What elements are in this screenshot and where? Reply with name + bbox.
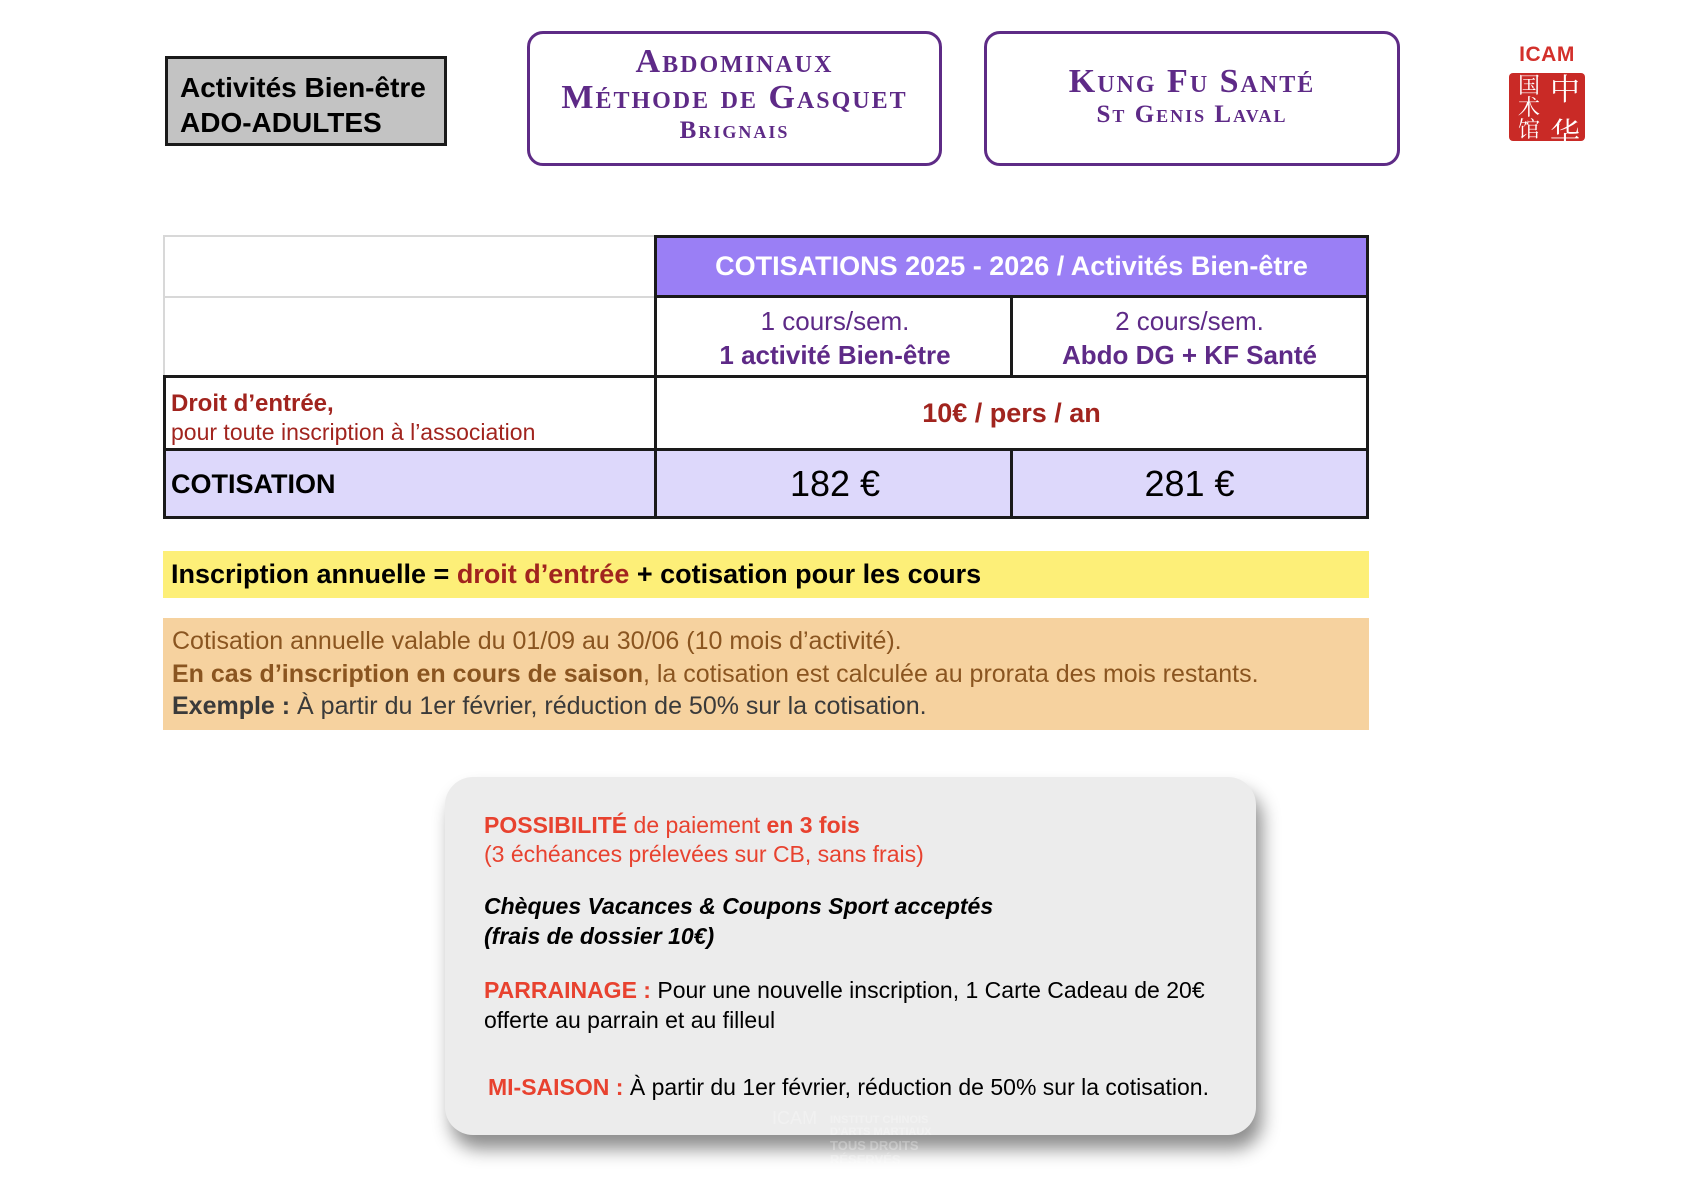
pricing-table (163, 235, 1369, 519)
cotisation-price-2: 281 € (1010, 448, 1369, 519)
stamp-kung-fu-sante (984, 31, 1400, 166)
category-label-box (165, 56, 447, 146)
watermark-line: RÉSERVÉS (830, 1152, 901, 1167)
stamp-abdominaux (527, 31, 942, 166)
formula-part-3: + cotisation pour les cours (629, 559, 982, 589)
misaison-line (488, 1073, 1209, 1102)
table-empty-cell (163, 296, 655, 378)
parrainage-text-2: offerte au parrain et au filleul (484, 1007, 776, 1033)
notes-prorata (172, 658, 1369, 691)
table-empty-cell (163, 235, 655, 298)
payment-options-line (484, 811, 860, 840)
seal-char: 中 (1550, 74, 1580, 107)
entry-fee-label (163, 375, 657, 451)
column-2-frequency: 2 cours/sem. (1115, 306, 1264, 336)
entry-fee-subtitle: pour toute inscription à l’association (171, 419, 536, 445)
payment-mid: de paiement (627, 812, 767, 838)
watermark-brand: ICAM (772, 1108, 817, 1128)
column-1-activity: 1 activité Bien-être (719, 340, 951, 370)
seal-char: 术 (1517, 95, 1540, 120)
watermark-line: D'ARTS MARTIAUX (830, 1126, 932, 1138)
table-title: COTISATIONS 2025 - 2026 / Activités Bien-être (654, 235, 1369, 298)
notes-validity: Cotisation annuelle valable du 01/09 au 30/06 (10 mois d’activité). (172, 627, 902, 655)
notes-example (172, 690, 1369, 723)
copyright-watermark (772, 1108, 932, 1173)
parrainage-text: Pour une nouvelle inscription, 1 Carte Cadeau de 20€ (650, 977, 1205, 1003)
payment-info-card (445, 777, 1256, 1135)
entry-fee-title: Droit d’entrée, (171, 390, 334, 417)
cheques-fee: (frais de dossier 10€) (484, 923, 715, 949)
notes-prorata-bold: En cas d’inscription en cours de saison (172, 659, 643, 688)
icam-logo (1509, 43, 1585, 151)
payment-details: (3 échéances prélevées sur CB, sans frais) (484, 841, 924, 867)
payment-possibility: POSSIBILITÉ (484, 812, 628, 838)
stamp-abdo-method: Méthode de Gasquet (561, 79, 908, 116)
stamp-abdo-title: Abdominaux (635, 43, 834, 80)
formula-part-1: Inscription annuelle = (171, 559, 457, 589)
cheques-accepted: Chèques Vacances & Coupons Sport acceptés (484, 893, 994, 919)
category-label-line2: ADO-ADULTES (180, 107, 382, 138)
cotisation-label: COTISATION (163, 448, 657, 519)
stamp-abdo-location: Brignais (679, 117, 790, 144)
column-2-activity: Abdo DG + KF Santé (1062, 340, 1317, 370)
notes-example-bold: Exemple : (172, 692, 291, 720)
seal-char: 国 (1517, 73, 1540, 98)
seal-icon (1509, 73, 1585, 151)
parrainage-label: PARRAINAGE : (484, 977, 651, 1003)
formula-part-2: droit d’entrée (456, 559, 630, 589)
notes-prorata-text: , la cotisation est calculée au prorata des mois restants. (642, 659, 1259, 688)
watermark-line: TOUS DROITS (830, 1138, 919, 1153)
annual-registration-formula (163, 551, 1369, 598)
seal-char: 华 (1550, 118, 1580, 151)
notes-example-text: À partir du 1er février, réduction de 50% sur la cotisation. (290, 692, 927, 720)
watermark-line: INSTITUT CHINOIS (830, 1114, 929, 1126)
logo-text: ICAM (1519, 43, 1575, 66)
misaison-text: À partir du 1er février, réduction de 50% sur la cotisation. (623, 1074, 1209, 1100)
stamp-kungfu-location: St Genis Laval (1096, 101, 1288, 128)
column-1-frequency: 1 cours/sem. (760, 306, 910, 336)
cotisation-price-1: 182 € (654, 448, 1013, 519)
payment-installments: en 3 fois (766, 812, 860, 838)
seal-char: 馆 (1517, 117, 1540, 142)
column-header-2 (1010, 295, 1369, 378)
parrainage-line (484, 976, 1205, 1005)
cotisation-notes (163, 618, 1369, 730)
misaison-label: MI-SAISON : (488, 1074, 624, 1100)
column-header-1 (654, 295, 1013, 378)
entry-fee-value: 10€ / pers / an (654, 375, 1369, 451)
category-label-line1: Activités Bien-être (180, 72, 426, 103)
stamp-kungfu-title: Kung Fu Santé (1068, 63, 1316, 100)
